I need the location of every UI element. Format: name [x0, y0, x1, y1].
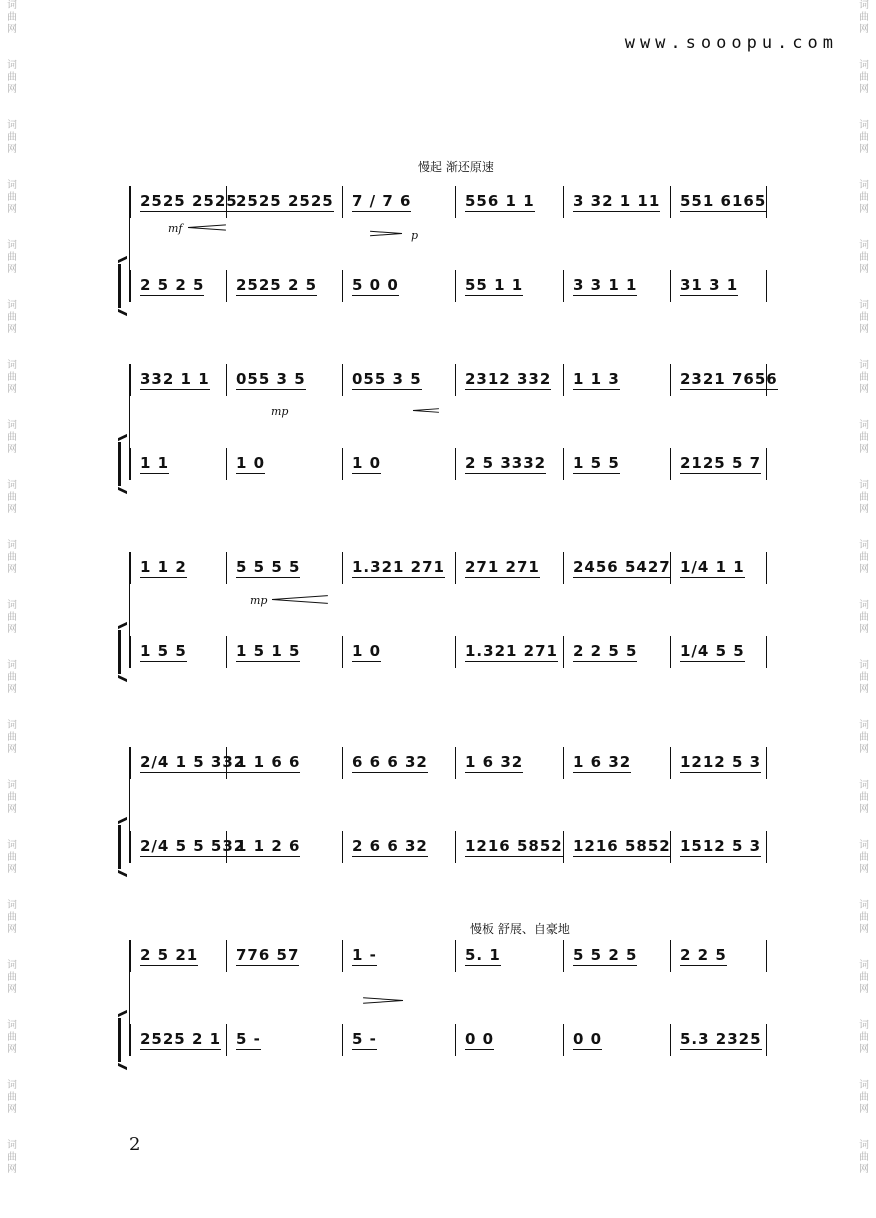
measure: [680, 747, 762, 779]
barline: [130, 1024, 131, 1056]
barline: [670, 270, 671, 302]
barline: [342, 747, 343, 779]
barline: [766, 940, 767, 972]
measure: [352, 831, 445, 863]
measure: [573, 186, 660, 218]
dynamic-mark: mp: [271, 405, 289, 418]
lower-staff: [130, 831, 770, 863]
measure: [465, 940, 553, 972]
measure: [573, 940, 660, 972]
lower-staff: [130, 270, 770, 302]
upper-staff: [130, 940, 770, 972]
measure-notes: 2456 5427: [573, 558, 671, 576]
measure-notes: 1 5 5: [573, 454, 620, 472]
measure: [573, 270, 660, 302]
measure-notes: 0 0: [465, 1030, 495, 1048]
measure: [140, 940, 216, 972]
barline: [226, 270, 227, 302]
measure-notes: 556 1 1: [465, 192, 535, 210]
barline: [670, 186, 671, 218]
measure-notes: 1 5 1 5: [236, 642, 301, 660]
measure: [236, 448, 332, 480]
measure: [140, 186, 238, 218]
measure: [352, 448, 445, 480]
measure: [573, 636, 660, 668]
barline: [455, 940, 456, 972]
measure: [352, 747, 445, 779]
barline: [130, 747, 131, 779]
barline: [455, 1024, 456, 1056]
watermark-left: 词曲网 词曲网 词曲网 词曲网 词曲网 词曲网 词曲网 词曲网 词曲网 词曲网 词曲网 词曲网 词曲网 词曲网 词曲网 词曲网 词曲网 词曲网 词曲网 词曲网: [7, 0, 17, 1175]
measure: [140, 270, 216, 302]
barline: [455, 636, 456, 668]
measure: [680, 364, 778, 396]
measure-notes: 2525 2525: [140, 192, 238, 210]
barline: [670, 1024, 671, 1056]
measure: [140, 1024, 222, 1056]
measure-notes: 3 32 1 11: [573, 192, 661, 210]
measure-notes: 1 5 5: [140, 642, 187, 660]
measure-notes: 1 1 6 6: [236, 753, 301, 771]
barline: [130, 448, 131, 480]
barline: [226, 552, 227, 584]
measure: [352, 270, 445, 302]
barline: [766, 636, 767, 668]
measure: [236, 940, 332, 972]
barline: [670, 747, 671, 779]
barline: [670, 636, 671, 668]
measure-notes: 1 -: [352, 946, 377, 964]
measure: [236, 747, 332, 779]
measure-notes: 5 0 0: [352, 276, 399, 294]
measure: [236, 270, 332, 302]
barline: [766, 831, 767, 863]
measure: [465, 186, 553, 218]
measure-notes: 1 1 2 6: [236, 837, 301, 855]
measure: [140, 636, 216, 668]
barline: [226, 940, 227, 972]
barline: [342, 636, 343, 668]
barline: [766, 270, 767, 302]
barline: [766, 552, 767, 584]
measure: [573, 364, 660, 396]
barline: [766, 747, 767, 779]
measure-notes: 1512 5 3: [680, 837, 762, 855]
measure-notes: 1.321 271: [352, 558, 445, 576]
measure-notes: 1 0: [236, 454, 266, 472]
measure-notes: 7 / 7 6: [352, 192, 412, 210]
measure: [465, 364, 553, 396]
lower-staff: [130, 448, 770, 480]
measure-notes: 2 5 2 5: [140, 276, 205, 294]
upper-staff: [130, 747, 770, 779]
measure-notes: 3 3 1 1: [573, 276, 638, 294]
measure-notes: 2312 332: [465, 370, 552, 388]
measure-notes: 1 1: [140, 454, 170, 472]
measure-notes: 6 6 6 32: [352, 753, 428, 771]
barline: [342, 552, 343, 584]
barline: [563, 270, 564, 302]
measure: [352, 364, 445, 396]
measure-notes: 055 3 5: [236, 370, 306, 388]
measure: [140, 831, 246, 863]
measure: [465, 747, 553, 779]
measure: [352, 940, 445, 972]
barline: [130, 364, 131, 396]
measure: [140, 747, 246, 779]
barline: [342, 186, 343, 218]
diminuendo-hairpin: [363, 996, 403, 1005]
measure: [352, 1024, 445, 1056]
dynamic-mark: mf: [168, 222, 183, 235]
measure: [465, 1024, 553, 1056]
measure: [680, 940, 756, 972]
measure: [465, 552, 553, 584]
measure-notes: 332 1 1: [140, 370, 210, 388]
barline: [455, 552, 456, 584]
barline: [670, 940, 671, 972]
measure-notes: 5. 1: [465, 946, 501, 964]
barline: [455, 270, 456, 302]
measure: [573, 552, 671, 584]
measure: [573, 1024, 660, 1056]
barline: [342, 940, 343, 972]
measure-notes: 1.321 271: [465, 642, 558, 660]
measure: [680, 270, 756, 302]
measure: [465, 270, 553, 302]
measure: [680, 448, 762, 480]
measure: [352, 552, 445, 584]
measure-notes: 2 5 3332: [465, 454, 547, 472]
measure: [465, 448, 553, 480]
barline: [766, 448, 767, 480]
measure-notes: 2125 5 7: [680, 454, 762, 472]
measure: [140, 552, 216, 584]
barline: [130, 636, 131, 668]
measure: [680, 1024, 762, 1056]
measure: [680, 831, 762, 863]
barline: [563, 831, 564, 863]
barline: [455, 747, 456, 779]
measure-notes: 31 3 1: [680, 276, 739, 294]
measure: [140, 364, 216, 396]
measure: [465, 831, 563, 863]
measure-notes: 55 1 1: [465, 276, 524, 294]
measure-notes: 1 1 3: [573, 370, 620, 388]
measure: [573, 448, 660, 480]
measure-notes: 5 -: [352, 1030, 377, 1048]
barline: [130, 940, 131, 972]
barline: [342, 1024, 343, 1056]
measure: [236, 186, 332, 218]
measure: [236, 636, 332, 668]
measure: [573, 831, 671, 863]
diminuendo-hairpin: [370, 229, 402, 238]
measure-notes: 055 3 5: [352, 370, 422, 388]
measure-notes: 5 5 2 5: [573, 946, 638, 964]
watermark-right: 词曲网 词曲网 词曲网 词曲网 词曲网 词曲网 词曲网 词曲网 词曲网 词曲网 词曲网 词曲网 词曲网 词曲网 词曲网 词曲网 词曲网 词曲网 词曲网 词曲网: [859, 0, 869, 1175]
measure-notes: 2321 7656: [680, 370, 778, 388]
barline: [563, 747, 564, 779]
barline: [342, 448, 343, 480]
barline: [130, 186, 131, 218]
measure-notes: 2 2 5 5: [573, 642, 638, 660]
barline: [455, 831, 456, 863]
measure-notes: 551 6165: [680, 192, 767, 210]
measure-notes: 5.3 2325: [680, 1030, 762, 1048]
measure-notes: 1 0: [352, 642, 382, 660]
barline: [342, 364, 343, 396]
measure-notes: 2 6 6 32: [352, 837, 428, 855]
upper-staff: [130, 552, 770, 584]
measure-notes: 0 0: [573, 1030, 603, 1048]
measure-notes: 2/4 5 5 532: [140, 837, 246, 855]
barline: [563, 186, 564, 218]
measure: [352, 186, 445, 218]
measure-notes: 2 5 21: [140, 946, 199, 964]
barline: [130, 552, 131, 584]
barline: [342, 831, 343, 863]
page-number: 2: [129, 1134, 141, 1155]
barline: [226, 448, 227, 480]
barline: [563, 940, 564, 972]
measure-notes: 2/4 1 5 332: [140, 753, 246, 771]
measure: [140, 448, 216, 480]
measure-notes: 1212 5 3: [680, 753, 762, 771]
measure: [680, 636, 756, 668]
upper-staff: [130, 364, 778, 396]
measure-notes: 2525 2 5: [236, 276, 318, 294]
barline: [342, 270, 343, 302]
measure-notes: 2525 2 1: [140, 1030, 222, 1048]
barline: [455, 364, 456, 396]
measure: [236, 831, 332, 863]
measure-notes: 1 0: [352, 454, 382, 472]
crescendo-hairpin: [413, 406, 439, 415]
measure-notes: 1/4 1 1: [680, 558, 745, 576]
measure: [680, 186, 767, 218]
tempo-mark: 慢起 渐还原速: [418, 160, 494, 174]
measure-notes: 271 271: [465, 558, 540, 576]
measure-notes: 1216 5852: [573, 837, 671, 855]
barline: [766, 1024, 767, 1056]
barline: [130, 831, 131, 863]
measure: [352, 636, 445, 668]
barline: [563, 552, 564, 584]
barline: [226, 364, 227, 396]
upper-staff: [130, 186, 770, 218]
measure-notes: 5 -: [236, 1030, 261, 1048]
measure: [465, 636, 558, 668]
measure: [236, 1024, 332, 1056]
barline: [455, 448, 456, 480]
barline: [226, 636, 227, 668]
barline: [563, 364, 564, 396]
barline: [130, 270, 131, 302]
measure: [680, 552, 756, 584]
dynamic-mark: mp: [250, 594, 268, 607]
lower-staff: [130, 636, 770, 668]
measure-notes: 1 1 2: [140, 558, 187, 576]
measure-notes: 1 6 32: [573, 753, 632, 771]
barline: [226, 1024, 227, 1056]
measure-notes: 1/4 5 5: [680, 642, 745, 660]
measure-notes: 776 57: [236, 946, 300, 964]
site-url: www.sooopu.com: [624, 33, 838, 53]
measure: [236, 364, 332, 396]
barline: [563, 448, 564, 480]
crescendo-hairpin: [272, 595, 328, 604]
measure: [573, 747, 660, 779]
barline: [455, 186, 456, 218]
measure-notes: 1 6 32: [465, 753, 524, 771]
barline: [670, 364, 671, 396]
measure-notes: 2 2 5: [680, 946, 727, 964]
measure-notes: 2525 2525: [236, 192, 334, 210]
measure-notes: 5 5 5 5: [236, 558, 301, 576]
barline: [670, 448, 671, 480]
tempo-mark: 慢板 舒展、自豪地: [470, 922, 570, 936]
crescendo-hairpin: [188, 223, 226, 232]
measure-notes: 1216 5852: [465, 837, 563, 855]
lower-staff: [130, 1024, 770, 1056]
dynamic-mark: p: [411, 229, 419, 242]
barline: [563, 1024, 564, 1056]
measure: [236, 552, 332, 584]
barline: [563, 636, 564, 668]
